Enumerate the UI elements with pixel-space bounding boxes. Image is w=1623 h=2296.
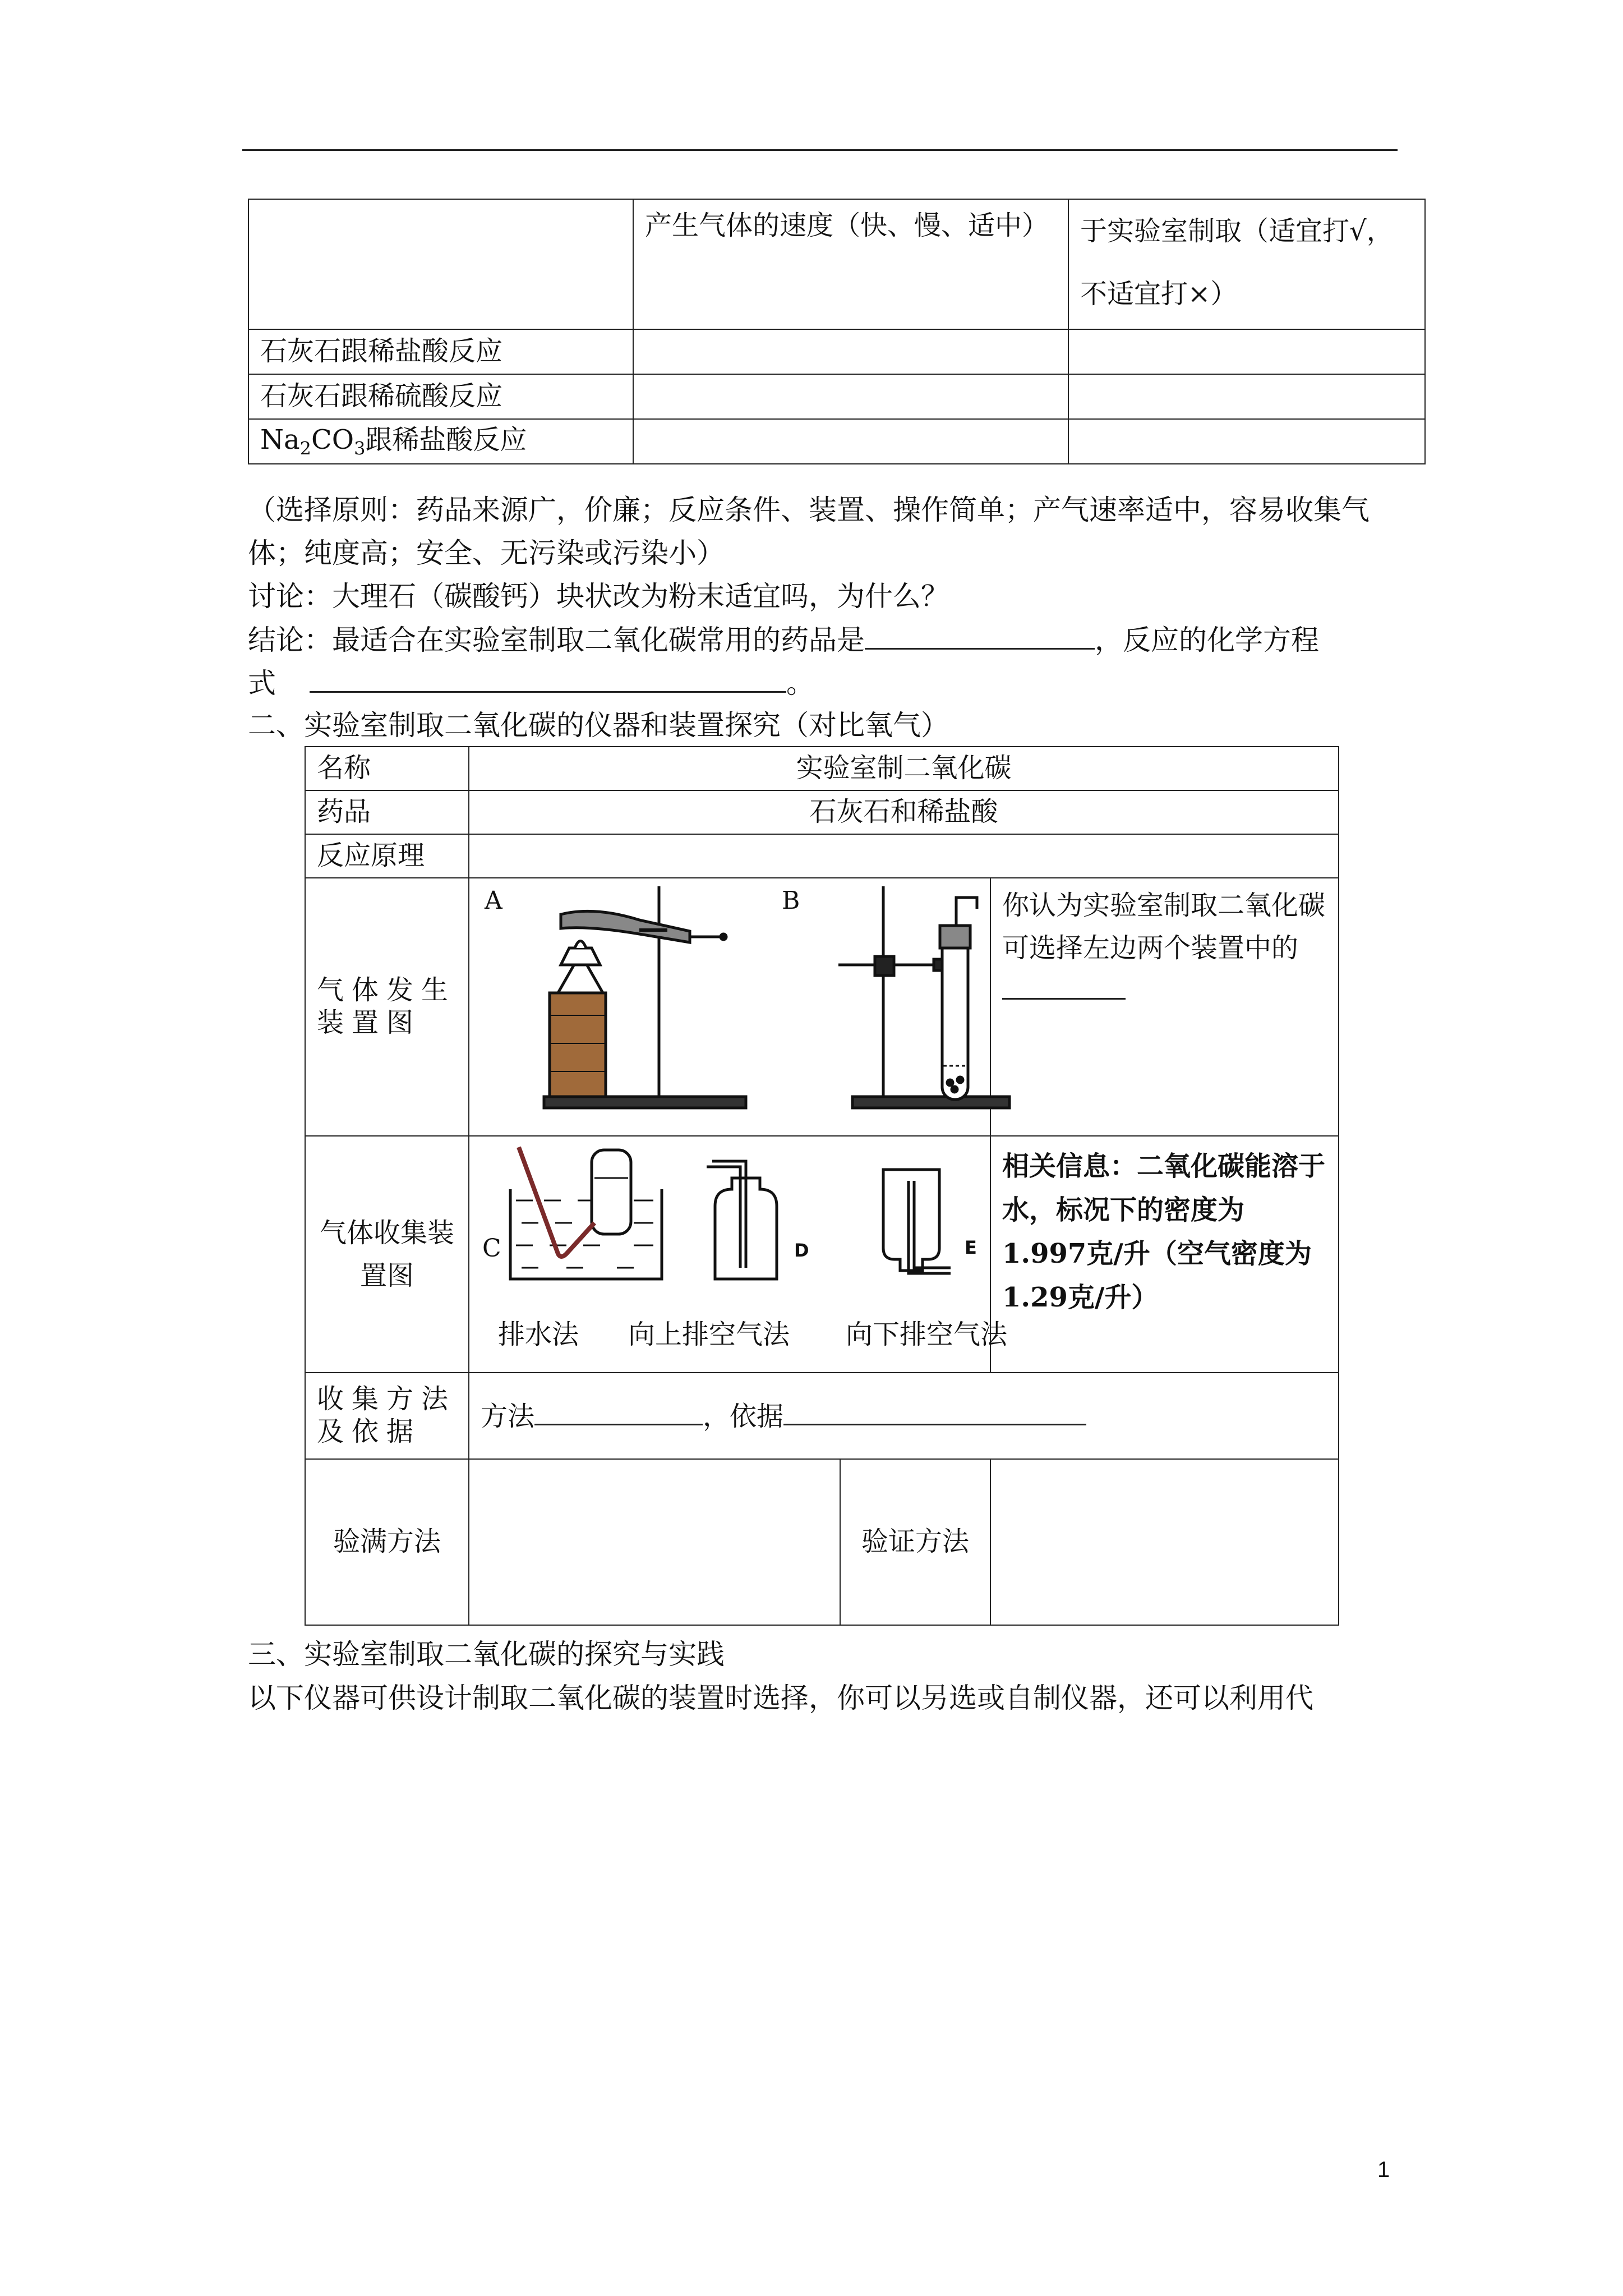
generator-question: 你认为实验室制取二氧化碳可选择左边两个装置中的 xyxy=(1002,890,1326,964)
apparatus-d-diagram xyxy=(707,1156,791,1285)
table-header-row xyxy=(248,199,1425,329)
suitable-cell[interactable] xyxy=(1068,374,1425,419)
wood-block xyxy=(550,993,606,1097)
suitable-cell[interactable] xyxy=(1068,419,1425,464)
check-full-answer-cell[interactable] xyxy=(469,1459,840,1625)
table-row xyxy=(248,374,1425,419)
equation-answer-blank[interactable] xyxy=(310,666,786,693)
apparatus-e-diagram xyxy=(878,1158,956,1287)
collect-method-cell xyxy=(469,1373,1339,1459)
header-cell-speed: 产生气体的速度（快、慢、适中） xyxy=(633,199,1068,329)
reaction-cell: 石灰石跟稀硫酸反应 xyxy=(248,374,633,419)
collector-label: 气体收集装置图 xyxy=(305,1136,469,1373)
reaction-cell: 石灰石跟稀盐酸反应 xyxy=(248,329,633,374)
method-answer-blank[interactable] xyxy=(534,1399,703,1425)
check-full-label: 验满方法 xyxy=(305,1459,469,1625)
diagram-label-b: B xyxy=(782,886,800,915)
reaction-suffix: 跟稀盐酸反应 xyxy=(365,424,527,455)
header-rule xyxy=(242,149,1398,151)
principle-answer-cell[interactable] xyxy=(469,834,1339,878)
collecting-bottle xyxy=(592,1150,631,1234)
method-label: 方法 xyxy=(481,1400,535,1432)
diagram-label-e: E xyxy=(965,1237,977,1258)
conclusion-text: 结论：最适合在实验室制取二氧化碳常用的药品是 xyxy=(248,624,865,656)
drug-value: 石灰石和稀盐酸 xyxy=(469,790,1339,834)
formula-na: Na xyxy=(260,424,300,455)
method-water-label: 排水法 xyxy=(498,1319,579,1350)
basis-answer-blank[interactable] xyxy=(783,1399,1086,1425)
speed-cell[interactable] xyxy=(633,374,1068,419)
name-value: 实验室制二氧化碳 xyxy=(469,747,1339,790)
reaction-cell xyxy=(248,419,633,464)
stand-base xyxy=(852,1097,1009,1108)
conclusion-text-2: ，反应的化学方程 xyxy=(1095,624,1319,656)
name-label: 名称 xyxy=(305,747,469,790)
speed-cell[interactable] xyxy=(633,419,1068,464)
method-down-label: 向下排空气法 xyxy=(846,1319,1008,1350)
section-2-title: 二、实验室制取二氧化碳的仪器和装置探究（对比氧气） xyxy=(248,709,949,742)
apparatus-b-diagram xyxy=(830,881,1021,1116)
conclusion-text-3: 式 xyxy=(248,667,276,700)
drug-answer-blank[interactable] xyxy=(865,623,1095,650)
generator-label: 气体发生装置图 xyxy=(305,878,469,1136)
diagram-label-c: C xyxy=(482,1234,501,1263)
collect-method-label: 收集方法及依据 xyxy=(305,1373,469,1459)
table-row xyxy=(248,419,1425,464)
header-cell-empty xyxy=(248,199,633,329)
diagram-label-a: A xyxy=(485,886,502,915)
reaction-comparison-table xyxy=(248,199,1426,464)
apparatus-a-diagram xyxy=(527,881,763,1116)
formula-sub: 2 xyxy=(299,438,311,459)
verify-label: 验证方法 xyxy=(840,1459,990,1625)
section-3-text: 以下仪器可供设计制取二氧化碳的装置时选择，你可以另选或自制仪器，还可以利用代 xyxy=(248,1682,1313,1714)
formula-sub: 3 xyxy=(354,438,366,459)
gas-jar-e xyxy=(883,1170,939,1271)
related-info: 相关信息：二氧化碳能溶于水，标况下的密度为1.997克/升（空气密度为1.29克/升） xyxy=(990,1136,1339,1373)
generator-question-cell xyxy=(990,878,1339,1136)
test-tube xyxy=(561,911,690,942)
suitable-cell[interactable] xyxy=(1068,329,1425,374)
speed-cell[interactable] xyxy=(633,329,1068,374)
discussion-text: 讨论：大理石（碳酸钙）块状改为粉末适宜吗，为什么？ xyxy=(248,580,949,613)
test-tube-b xyxy=(942,931,968,1099)
generator-answer-blank[interactable] xyxy=(1002,976,1126,1000)
section-3-title: 三、实验室制取二氧化碳的探究与实践 xyxy=(248,1638,725,1671)
principle-label: 反应原理 xyxy=(305,834,469,878)
period: 。 xyxy=(786,667,814,700)
basis-label: ，依据 xyxy=(703,1400,784,1432)
verify-answer-cell[interactable] xyxy=(990,1459,1339,1625)
page-number: 1 xyxy=(1377,2157,1390,2182)
conclusion-line-1 xyxy=(248,623,1319,657)
drug-label: 药品 xyxy=(305,790,469,834)
stand-base xyxy=(544,1097,746,1108)
formula-co: CO xyxy=(311,424,354,455)
conclusion-line-2 xyxy=(248,666,814,701)
principle-line-1: （选择原则：药品来源广，价廉；反应条件、装置、操作简单；产气速率适中，容易收集气 xyxy=(248,494,1370,526)
method-up-label: 向上排空气法 xyxy=(628,1319,790,1350)
apparatus-c-diagram xyxy=(505,1144,667,1285)
apparatus-table xyxy=(305,746,1339,1626)
table-row xyxy=(248,329,1425,374)
header-cell-suitable: 于实验室制取（适宜打√，不适宜打×） xyxy=(1068,199,1425,329)
diagram-label-d: D xyxy=(794,1240,809,1261)
principle-line-2: 体；纯度高；安全、无污染或污染小） xyxy=(248,537,725,569)
